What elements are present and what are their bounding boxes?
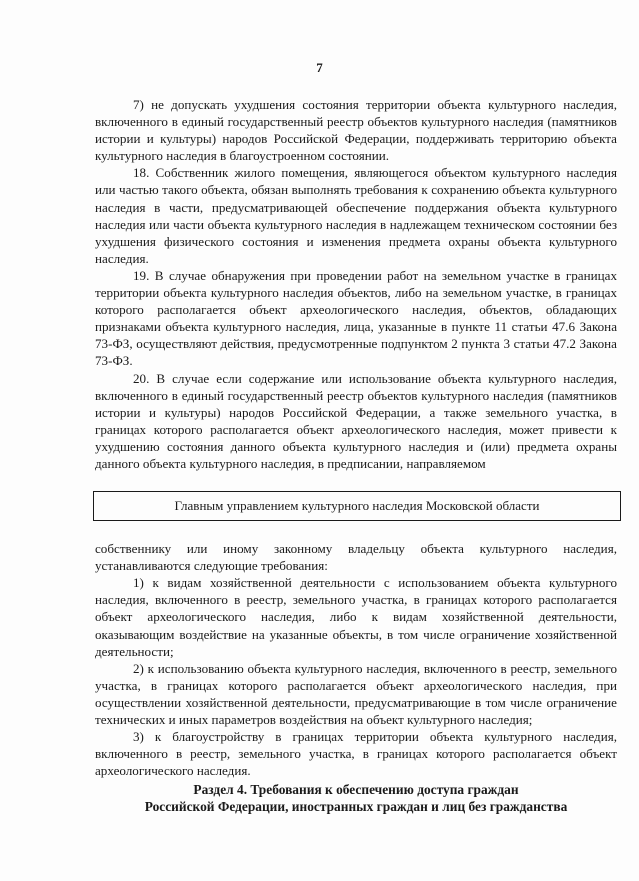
section-heading-line-2: Российской Федерации, иностранных граждан и лиц без гражданства [144,799,568,815]
paragraph-requirement-1: 1) к видам хозяйственной деятельности с использованием объекта культурного наследия, включенного в реестр, земельного участка, в границах которого располагается объект археологического наследия, либо к видам хозяйственной деятельности, оказывающим воздействие на указанные объекты, в том числе ограничение хозяйственной деятельности; [95,575,617,659]
paragraph-requirements-intro: собственнику или иному законному владельцу объекта культурного наследия, устанавливаются следующие требования: [95,541,617,574]
page-number: 7 [316,60,323,75]
paragraph-19: 19. В случае обнаружения при проведении работ на земельном участке в границах территории объекта культурного наследия объектов, либо на земельном участке, в границах которого располагается объект археологического наследия, объектов, обладающих признаками объекта культурного наследия, лица, указанные в пункте 11 статьи 47.6 Закона 73-ФЗ, осуществляют действия, предусмотренные подпунктом 2 пункта 3 статьи 47.2 Закона 73-ФЗ. [95,267,617,369]
paragraph-item-7: 7) не допускать ухудшения состояния территории объекта культурного наследия, включенного в единый государственный реестр объектов культурного наследия (памятников истории и культуры) народов Российской Федерации, поддерживать территорию объекта культурного наследия в благоустроенном состоянии. [95,97,617,164]
boxed-authority-name: Главным управлением культурного наследия Московской области [93,491,621,521]
section-heading [95,781,617,815]
document-body [95,96,617,815]
paragraph-requirement-2: 2) к использованию объекта культурного наследия, включенного в реестр, земельного участка, в границах которого располагается объект археологического наследия, при осуществлении хозяйственной деятельности, предусматривающие в том числе ограничение технических и иных параметров воздействия на объект культурного наследия; [95,660,617,727]
paragraph-requirement-3: 3) к благоустройству в границах территории объекта культурного наследия, включенного в реестр, земельного участка, в границах которого располагается объект археологического наследия. [95,729,617,779]
section-heading-line-1: Раздел 4. Требования к обеспечению доступа граждан [193,782,519,798]
paragraph-18: 18. Собственник жилого помещения, являющегося объектом культурного наследия или частью такого объекта, обязан выполнять требования к сохранению объекта культурного наследия в части, предусматривающей обеспечение поддержания объекта культурного наследия или части объекта культурного наследия в надлежащем техническом состоянии без ухудшения физического состояния и изменения предмета охраны объекта культурного наследия. [95,165,617,266]
paragraph-20: 20. В случае если содержание или использование объекта культурного наследия, включенного в единый государственный реестр объектов культурного наследия (памятников истории и культуры) народов Российской Федерации, а также земельного участка, в границах которого располагается объект археологического наследия, может привести к ухудшению состояния данного объекта культурного наследия и (или) предмета охраны данного объекта культурного наследия, в предписании, направляемом [95,370,617,471]
